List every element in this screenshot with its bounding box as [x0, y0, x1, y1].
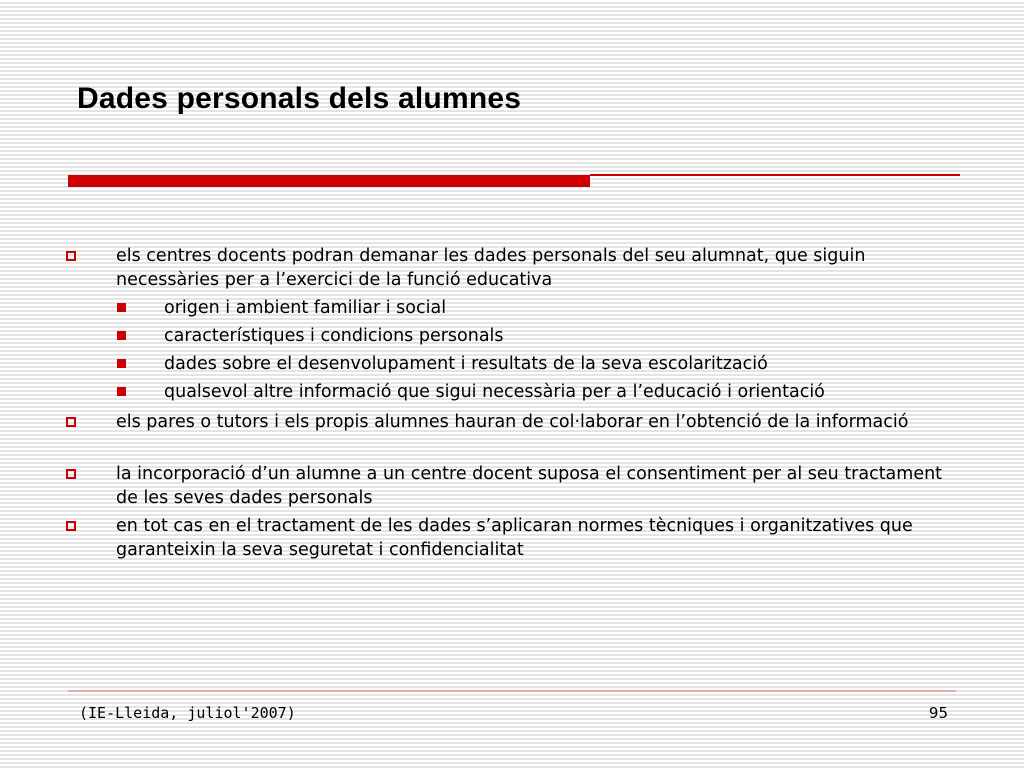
- hollow-square-bullet-icon: [66, 469, 76, 479]
- hollow-square-bullet-icon: [66, 251, 76, 261]
- bullet-item-4: en tot cas en el tractament de les dades s’aplicaran normes tècniques i organitzatives que garanteixin la seva seguretat i confidencialitat: [116, 516, 913, 560]
- hollow-square-bullet-icon: [66, 521, 76, 531]
- bullet-item-1: els centres docents podran demanar les dades personals del seu alumnat, que siguin necessàries per a l’exercici de la funció educativa: [116, 246, 866, 290]
- solid-square-bullet-icon: [117, 303, 126, 312]
- solid-square-bullet-icon: [117, 331, 126, 340]
- bullet-item-2: els pares o tutors i els propis alumnes hauran de col·laborar en l’obtenció de la informació: [116, 412, 909, 432]
- sub-bullet-item-3: dades sobre el desenvolupament i resultats de la seva escolarització: [164, 354, 768, 374]
- slide-title: Dades personals dels alumnes: [77, 82, 522, 115]
- sub-bullet-item-4: qualsevol altre informació que sigui necessària per a l’educació i orientació: [164, 382, 825, 402]
- bullet-item-3: la incorporació d’un alumne a un centre docent suposa el consentiment per al seu tractament de les seves dades personals: [116, 464, 943, 508]
- footer-source: (IE-Lleida, juliol'2007): [79, 704, 296, 722]
- title-underline-thick: [68, 175, 590, 187]
- hollow-square-bullet-icon: [66, 417, 76, 427]
- solid-square-bullet-icon: [117, 359, 126, 368]
- sub-bullet-item-1: origen i ambient familiar i social: [164, 298, 447, 318]
- title-underline-thin: [590, 174, 960, 176]
- page-number: 95: [928, 704, 948, 722]
- solid-square-bullet-icon: [117, 387, 126, 396]
- sub-bullet-item-2: característiques i condicions personals: [164, 326, 504, 346]
- footer-divider: [68, 690, 956, 692]
